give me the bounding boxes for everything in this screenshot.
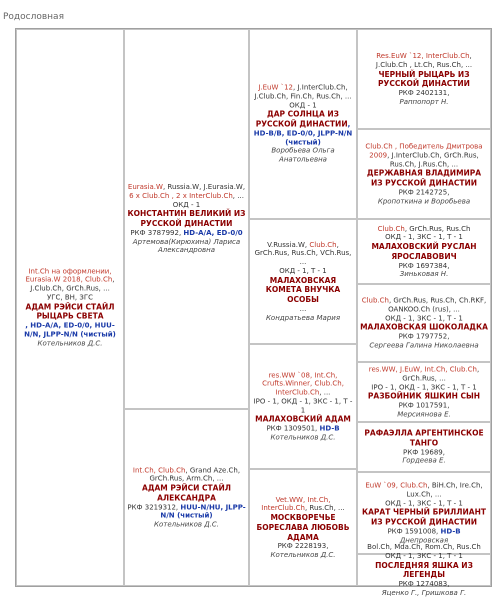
dog-card-gen4-7: EuW `09, Club.Ch, BiH.Ch, Ire.Ch, Lux.Ch, ... ОКД - 1, ЗКС - 1, Т - 1 КАРАТ ЧЕРНЫЙ БРИЛЛИАНТ ИЗ РУССКОЙ ДИНАСТИИ РКФ 1591008, HD-B Днепровская — [357, 472, 491, 554]
dog-card-gen2-sire: Eurasia.W, Russia.W, J.Eurasia.W, 6 x Club.Ch , 2 x InterClub.Ch, ... ОКД - 1 КОНСТАНТИН ВЕЛИКИЙ ИЗ РУССКОЙ ДИНАСТИИ РКФ 3787992, HD-A/A, ED-0/0 Артемова(Кирюхина) Лариса Александровна — [124, 29, 249, 409]
dog-card-gen3-4: Vet.WW, Int.Ch, InterClub.Ch, Rus.Ch, ... МОСКВОРЕЧЬЕ БОРЕСЛАВА ЛЮБОВЬ АДАМА РКФ 2228193, Котельников Д.С. — [249, 469, 357, 586]
dog-card-gen4-4: Club.Ch, GrCh.Rus, Rus.Ch, Ch.RKF, OANKOO.Ch (rus), ... ОКД - 1, ЗКС - 1, Т - 1 МАЛАХОВСКАЯ ШОКОЛАДКА РКФ 1797752, Сергеева Галина Николаевна — [357, 284, 491, 362]
dog-name[interactable]: АДАМ РЭЙСИ СТАЙЛ АЛЕКСАНДРА — [142, 483, 231, 503]
dog-name[interactable]: АДАМ РЭЙСИ СТАЙЛ РЫЦАРЬ СВЕТА — [25, 302, 115, 321]
dog-name[interactable]: РАФАЭЛЛА АРГЕНТИНСКОЕ ТАНГО — [364, 428, 484, 448]
dog-name[interactable]: КОНСТАНТИН ВЕЛИКИЙ ИЗ РУССКОЙ ДИНАСТИИ — [127, 209, 246, 228]
dog-name[interactable]: КАРАТ ЧЕРНЫЙ БРИЛЛИАНТ ИЗ РУССКОЙ ДИНАСТИИ — [361, 507, 486, 527]
dog-name[interactable]: ПОСЛЕДНЯЯ ЯШКА ИЗ ЛЕГЕНДЫ — [375, 560, 473, 579]
dog-card-gen4-8: Bol.Ch, Mda.Ch, Rom.Ch, Rus.Ch ОКД - 1, ЗКС - 1, Т - 1 ПОСЛЕДНЯЯ ЯШКА ИЗ ЛЕГЕНДЫ РКФ 1274083, Яценко Г., Гришкова Г. — [357, 554, 491, 586]
pedigree-title: Родословная — [3, 12, 64, 22]
dog-name[interactable]: ДАР СОЛНЦА ИЗ РУССКОЙ ДИНАСТИИ — [255, 109, 348, 129]
dog-name[interactable]: МАЛАХОВСКАЯ КОМЕТА ВНУЧКА ОСОБЫ — [265, 275, 341, 305]
dog-name[interactable]: МАЛАХОВСКАЯ ШОКОЛАДКА — [360, 322, 488, 332]
dog-card-gen3-3: res.WW `08, Int.Ch, Crufts.Winner, Club.Ch, InterClub.Ch, ... IPO - 1, ОКД - 1, ЗКС - 1, Т - 1 МАЛАХОВСКИЙ АДАМ РКФ 1309501, HD-B Котельников Д.С. — [249, 344, 357, 469]
dog-name[interactable]: ДЕРЖАВНАЯ ВЛАДИМИРА ИЗ РУССКОЙ ДИНАСТИИ — [366, 168, 482, 188]
dog-name[interactable]: ЧЕРНЫЙ РЫЦАРЬ ИЗ РУССКОЙ ДИНАСТИИ — [378, 69, 470, 88]
health-tests: , HD-A/A, ED-0/0, HUU-N/N, JLPP-N/N (чистый) — [24, 321, 116, 339]
titles: Int.Ch на оформлении, Eurasia.W 2018, Club.Ch — [25, 267, 113, 284]
dog-card-gen4-2: Club.Ch , Победитель Дмитрова 2009, J.InterClub.Ch, GrCh.Rus, Rus.Ch, J.Rus.Ch, ... ДЕРЖАВНАЯ ВЛАДИМИРА ИЗ РУССКОЙ ДИНАСТИИ РКФ 2142725, Кропоткина и Воробьева — [357, 129, 491, 219]
breeder: Котельников Д.С. — [37, 339, 103, 348]
dog-name[interactable]: РАЗБОЙНИК ЯШКИН СЫН — [367, 391, 481, 401]
dog-name[interactable]: МАЛАХОВСКИЙ АДАМ — [255, 414, 351, 424]
dog-name[interactable]: МОСКВОРЕЧЬЕ БОРЕСЛАВА ЛЮБОВЬ АДАМА — [256, 512, 350, 542]
pedigree-table — [15, 28, 492, 597]
dog-card-gen2-dam: Int.Ch, Club.Ch, Grand Aze.Ch, GrCh.Rus, Arm.Ch, ... АДАМ РЭЙСИ СТАЙЛ АЛЕКСАНДРА РКФ 3219312, HUU-N/HU, JLPP-N/N (чистый) Котельников Д.С. — [124, 409, 249, 586]
dog-name[interactable]: МАЛАХОВСКИЙ РУСЛАН ЯРОСЛАВОВИЧ — [371, 241, 477, 261]
tests: УГС, ВН, ЗГС — [46, 293, 94, 302]
dog-card-gen3-2: V.Russia.W, Club.Ch, GrCh.Rus, Rus.Ch, VCh.Rus, ... ОКД - 1, Т - 1 МАЛАХОВСКАЯ КОМЕТА ВНУЧКА ОСОБЫ ... Кондратьева Мария — [249, 219, 357, 344]
dog-card-gen3-1: J.EuW `12, J.InterClub.Ch, J.Club.Ch, Fin.Ch, Rus.Ch, ... ОКД - 1 ДАР СОЛНЦА ИЗ РУССКОЙ ДИНАСТИИ, HD-B/B, ED-0/0, JLPP-N/N (чистый) Воробьева Ольга Анатольевна — [249, 29, 357, 219]
dog-card-gen1: Int.Ch на оформлении, Eurasia.W 2018, Club.Ch, J.Club.Ch, GrCh.Rus, ... УГС, ВН, ЗГС АДАМ РЭЙСИ СТАЙЛ РЫЦАРЬ СВЕТА , HD-A/A, ED-0/0, HUU-N/N, JLPP-N/N (чистый) Котельников Д.С. — [16, 29, 124, 586]
dog-card-gen4-6: РАФАЭЛЛА АРГЕНТИНСКОЕ ТАНГО РКФ 19689, Гордеева Е. — [357, 422, 491, 472]
dog-card-gen4-3: Club.Ch, GrCh.Rus, Rus.Ch ОКД - 1, ЗКС - 1, Т - 1 МАЛАХОВСКИЙ РУСЛАН ЯРОСЛАВОВИЧ РКФ 1697384, Зиньковая Н. — [357, 219, 491, 284]
dog-card-gen4-5: res.WW, J.EuW, Int.Ch, Club.Ch, GrCh.Rus, ... IPO - 1, ОКД - 1, ЗКС - 1, Т - 1 РАЗБОЙНИК ЯШКИН СЫН РКФ 1017591, Мерсиянова Е. — [357, 362, 491, 422]
dog-card-gen4-1: Res.EuW `12, InterClub.Ch, J.Club.Ch , Lt.Ch, Rus.Ch, ... ЧЕРНЫЙ РЫЦАРЬ ИЗ РУССКОЙ ДИНАСТИИ РКФ 2402131, Раппопорт Н. — [357, 29, 491, 129]
